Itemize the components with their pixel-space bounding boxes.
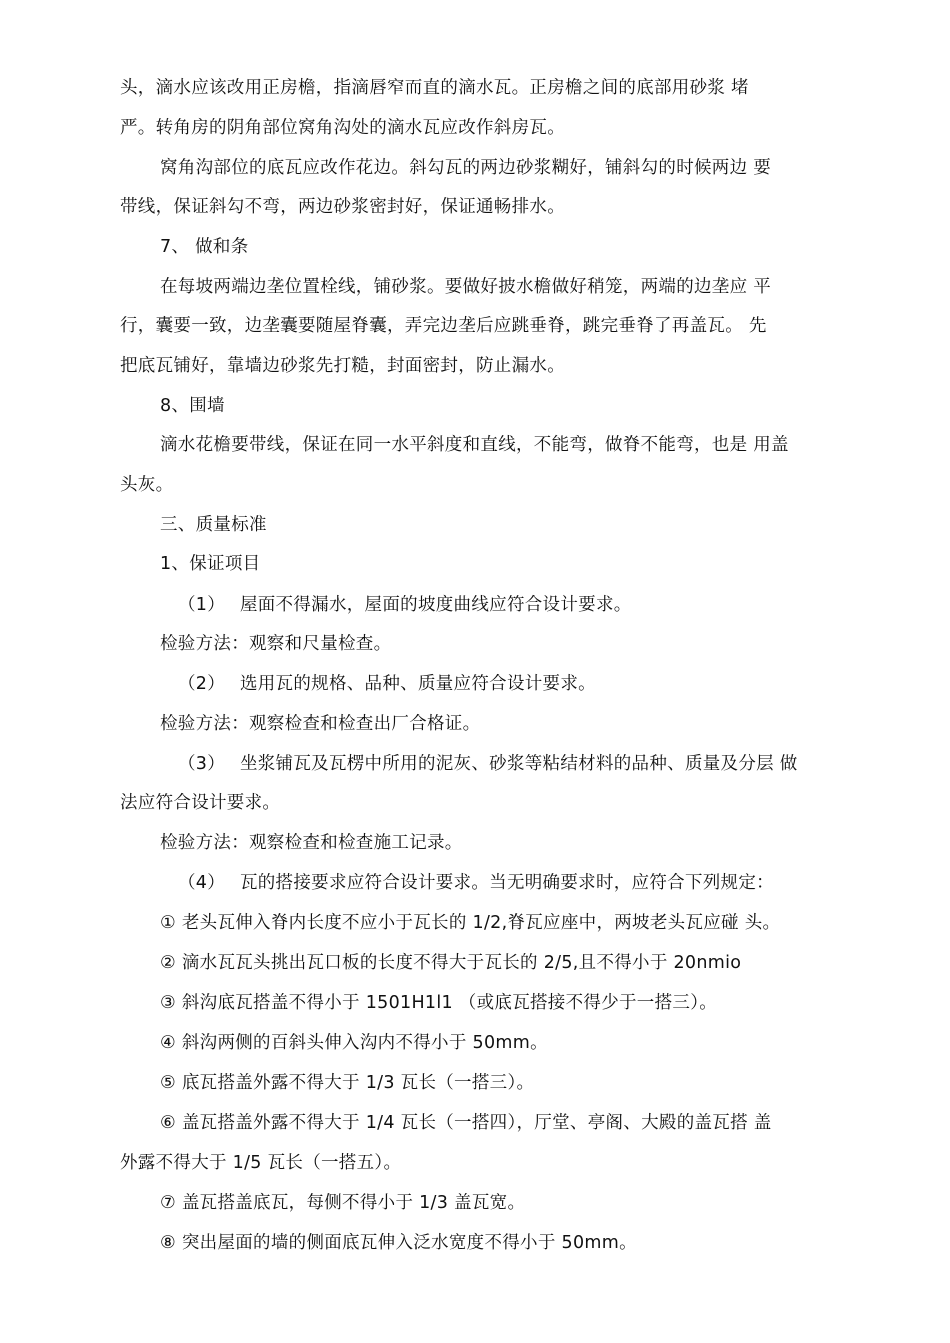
subsection-heading: 1、保证项目 xyxy=(160,554,261,574)
text-line: 行，囊要一致，边垄囊要随屋脊囊，弄完边垄后应跳垂脊，跳完垂脊了再盖瓦。 先 xyxy=(120,316,767,336)
list-item: （4） 瓦的搭接要求应符合设计要求。当无明确要求时，应符合下列规定： xyxy=(178,873,774,893)
text-line: 头，滴水应该改用正房檐，指滴唇窄而直的滴水瓦。正房檐之间的底部用砂浆 堵 xyxy=(120,78,749,98)
list-item: ⑤ 底瓦搭盖外露不得大于 1/3 瓦长（一搭三）。 xyxy=(160,1073,535,1093)
text-line: 检验方法：观察检查和检查施工记录。 xyxy=(160,833,463,853)
text-line: 严。转角房的阴角部位窝角沟处的滴水瓦应改作斜房瓦。 xyxy=(120,118,565,138)
list-item: （3） 坐浆铺瓦及瓦楞中所用的泥灰、砂浆等粘结材料的品种、质量及分层 做 xyxy=(178,754,798,774)
text-line: 法应符合设计要求。 xyxy=(120,793,281,813)
text-line: 外露不得大于 1/5 瓦长（一搭五）。 xyxy=(120,1153,402,1173)
list-item: （2） 选用瓦的规格、品种、质量应符合设计要求。 xyxy=(178,674,596,694)
text-line: 窝角沟部位的底瓦应改作花边。斜勾瓦的两边砂浆糊好，铺斜勾的时候两边 要 xyxy=(160,158,772,178)
list-item: ⑧ 突出屋面的墙的侧面底瓦伸入泛水宽度不得小于 50mm。 xyxy=(160,1233,637,1253)
section-heading: 三、质量标准 xyxy=(160,515,267,535)
text-line: 在每坡两端边垄位置栓线，铺砂浆。要做好披水檐做好稍笼，两端的边垄应 平 xyxy=(160,277,772,297)
section-heading: 8、围墙 xyxy=(160,396,225,416)
list-item: ④ 斜沟两侧的百斜头伸入沟内不得小于 50mm。 xyxy=(160,1033,548,1053)
list-item: ① 老头瓦伸入脊内长度不应小于瓦长的 1/2,脊瓦应座中，两坡老头瓦应碰 头。 xyxy=(160,913,781,933)
list-item: ⑦ 盖瓦搭盖底瓦，每侧不得小于 1/3 盖瓦宽。 xyxy=(160,1193,526,1213)
text-line: 把底瓦铺好，靠墙边砂浆先打糙，封面密封，防止漏水。 xyxy=(120,356,565,376)
text-line: 滴水花檐要带线，保证在同一水平斜度和直线，不能弯，做脊不能弯，也是 用盖 xyxy=(160,435,789,455)
text-line: 头灰。 xyxy=(120,475,174,495)
list-item: （1） 屋面不得漏水，屋面的坡度曲线应符合设计要求。 xyxy=(178,595,632,615)
list-item: ② 滴水瓦瓦头挑出瓦口板的长度不得大于瓦长的 2/5,且不得小于 20nmio xyxy=(160,953,742,973)
text-line: 检验方法：观察检查和检查出厂合格证。 xyxy=(160,714,481,734)
text-line: 检验方法：观察和尺量检查。 xyxy=(160,634,392,654)
text-line: 带线，保证斜勾不弯，两边砂浆密封好，保证通畅排水。 xyxy=(120,197,565,217)
list-item: ③ 斜沟底瓦搭盖不得小于 1501H1l1 （或底瓦搭接不得少于一搭三）。 xyxy=(160,993,718,1013)
list-item: ⑥ 盖瓦搭盖外露不得大于 1/4 瓦长（一搭四），厅堂、亭阁、大殿的盖瓦搭 盖 xyxy=(160,1113,772,1133)
section-heading: 7、 做和条 xyxy=(160,237,249,257)
